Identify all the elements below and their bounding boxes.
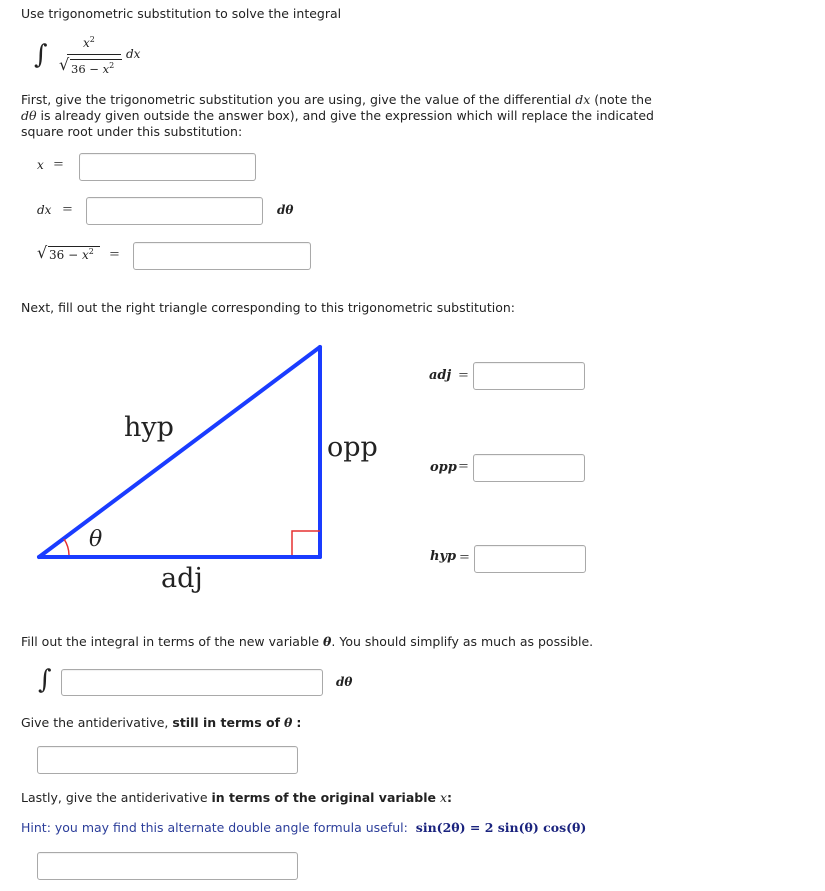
integral-sign: ∫	[34, 40, 48, 70]
root-sqrt-sign: √	[37, 243, 48, 262]
dx-equals: =	[62, 202, 73, 217]
antiderivative-x-input[interactable]	[37, 852, 298, 880]
substitution-instructions: First, give the trigonometric substitution you are using, give the value of the differential dx (note the dθ is already given outside the answer box), and give the expression which will replace the indicated square root under this substitution:	[21, 92, 654, 139]
hyp-equals: =	[459, 550, 470, 565]
theta-angle-arc	[64, 539, 69, 555]
hyp-field-label: hyp	[430, 549, 457, 564]
adj-input[interactable]	[473, 362, 585, 390]
triangle-hyp-label: hyp	[124, 412, 174, 443]
antiderivative-theta-instructions: Give the antiderivative, still in terms of θ :	[21, 715, 302, 730]
hint-formula: sin(2θ) = 2 sin(θ) cos(θ)	[415, 820, 587, 835]
x-substitution-input[interactable]	[79, 153, 256, 181]
dx-dtheta-label: dθ	[277, 203, 294, 217]
triangle-opp-label: opp	[327, 432, 378, 463]
theta-integral-instructions: Fill out the integral in terms of the new variable θ. You should simplify as much as possible.	[21, 634, 594, 649]
triangle-adj-label: adj	[161, 563, 203, 594]
fraction-bar	[67, 54, 121, 55]
root-radicand: $36 - x^2$	[49, 247, 94, 262]
triangle-instructions: Next, fill out the right triangle corresponding to this trigonometric substitution:	[21, 300, 515, 315]
right-angle-marker	[292, 531, 320, 555]
hyp-input[interactable]	[474, 545, 586, 573]
integral-differential: dx	[126, 47, 141, 61]
root-equals: =	[109, 247, 120, 262]
sqrt-sign: √	[59, 55, 70, 74]
theta-integral-sign: ∫	[38, 665, 52, 695]
intro-text: Use trigonometric substitution to solve the integral	[21, 6, 342, 21]
theta-integral-dtheta: dθ	[336, 675, 353, 689]
x-label: x	[37, 158, 44, 172]
triangle-hypotenuse-side	[39, 347, 320, 557]
opp-field-label: opp	[430, 460, 457, 475]
x-equals: =	[53, 157, 64, 172]
adj-field-label: adj	[429, 368, 452, 383]
right-triangle-figure	[30, 340, 330, 600]
dx-input[interactable]	[86, 197, 263, 225]
integrand-numerator: $x^2$	[83, 35, 95, 50]
problem-integral	[32, 34, 162, 82]
antiderivative-x-instructions: Lastly, give the antiderivative in terms of the original variable x:	[21, 790, 453, 805]
sqrt-vinculum	[70, 59, 122, 60]
integrand-denominator: $36 - x^2$	[71, 61, 115, 76]
theta-integral-input[interactable]	[61, 669, 323, 696]
opp-input[interactable]	[473, 454, 585, 482]
hint-text: Hint: you may find this alternate double angle formula useful: sin(2θ) = 2 sin(θ) cos(θ)	[21, 820, 587, 835]
antiderivative-theta-input[interactable]	[37, 746, 298, 774]
dx-label: dx	[37, 203, 52, 217]
opp-equals: =	[458, 459, 469, 474]
triangle-theta-label: θ	[89, 527, 103, 552]
root-input[interactable]	[133, 242, 311, 270]
adj-equals: =	[458, 368, 469, 383]
